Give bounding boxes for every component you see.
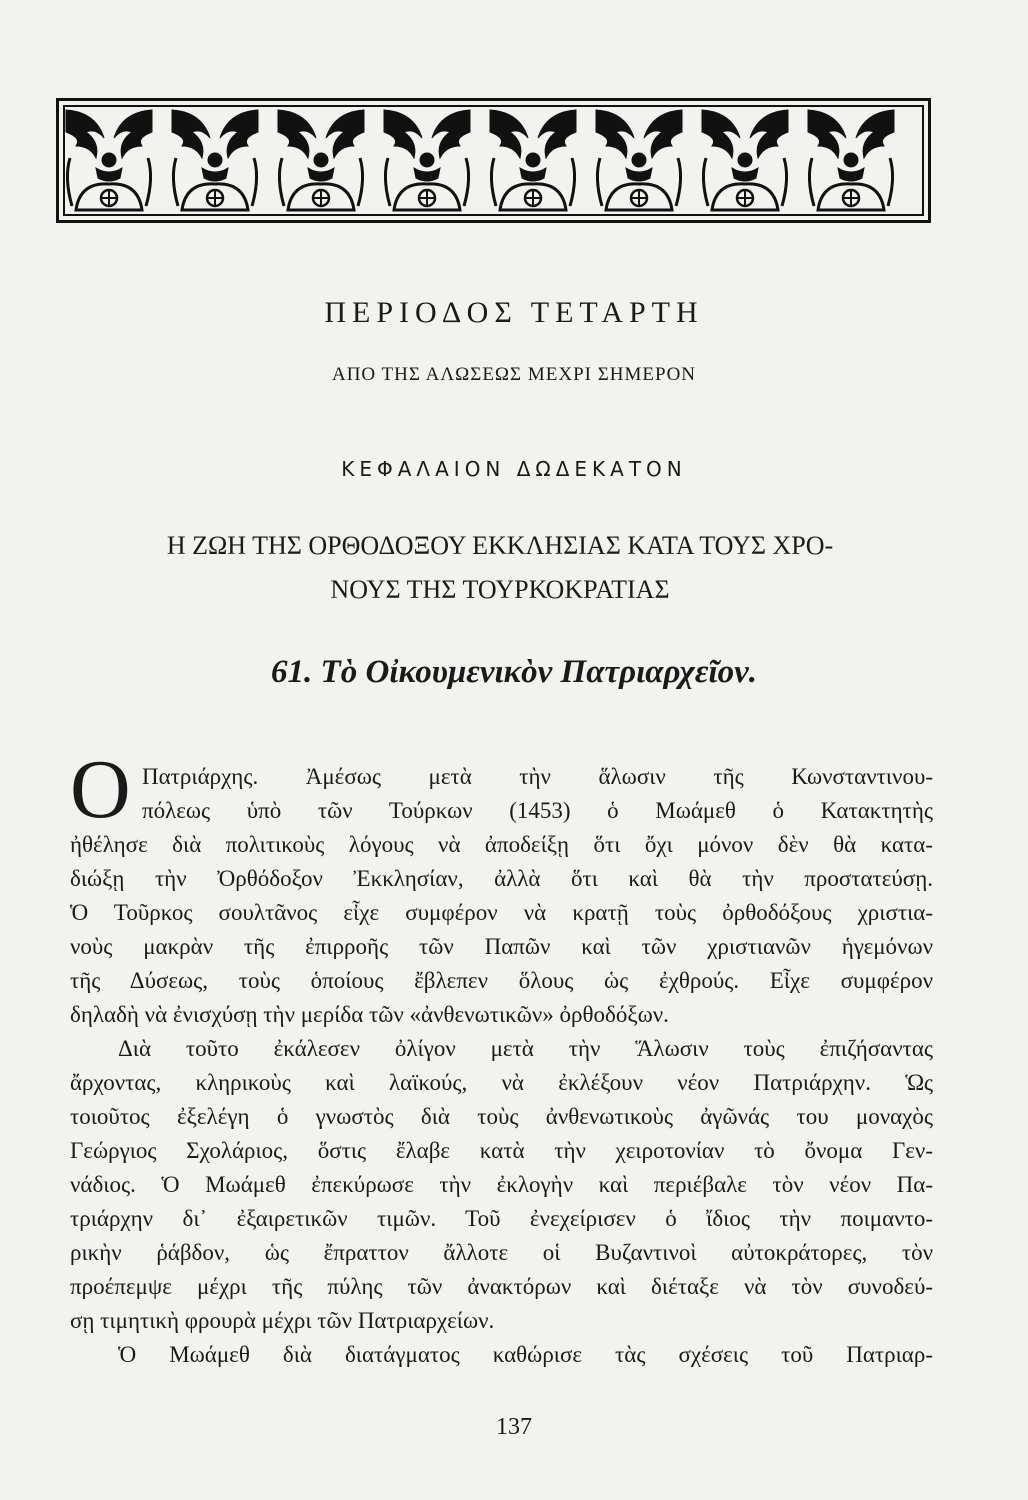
ornamental-header-band — [56, 98, 931, 223]
text-line: νάδιος. Ὁ Μωάμεθ ἐπεκύρωσε τὴν ἐκλογὴν καὶ περιέβαλε τὸν νέον Πα- — [70, 1172, 933, 1197]
chapter-title — [60, 524, 940, 612]
drop-cap: Ο — [70, 743, 131, 836]
text-line: νοὺς μακρὰν τῆς ἐπιρροῆς τῶν Παπῶν καὶ τῶν χριστιανῶν ἡγεμόνων — [70, 934, 933, 959]
text-line: ἄρχοντας, κληρικοὺς καὶ λαϊκούς, νὰ ἐκλέξουν νέον Πατριάρχην. Ὡς — [70, 1070, 933, 1095]
chapter-title-line-2: ΝΟΥΣ ΤΗΣ ΤΟΥΡΚΟΚΡΑΤΙΑΣ — [330, 575, 670, 604]
section-title: 61. Τὸ Οἰκουμενικὸν Πατριαρχεῖον. — [271, 654, 757, 690]
text-line: πόλεως ὑπὸ τῶν Τούρκων (1453) ὁ Μωάμεθ ὁ Κατακτητὴς — [142, 798, 933, 823]
text-line: τοιοῦτος ἐξελέγη ὁ γνωστὸς διὰ τοὺς ἀνθενωτικοὺς ἀγῶνάς του μοναχὸς — [70, 1104, 933, 1129]
period-title: ΠΕΡΙΟΔΟΣ ΤΕΤΑΡΤΗ — [324, 296, 704, 329]
page-number: 137 — [496, 1414, 532, 1440]
chapter-title-line-1: Η ΖΩΗ ΤΗΣ ΟΡΘΟΔΟΞΟΥ ΕΚΚΛΗΣΙΑΣ ΚΑΤΑ ΤΟΥΣ ΧΡΟ- — [166, 531, 834, 560]
text-line: Πατριάρχης. Ἀμέσως μετὰ τὴν ἅλωσιν τῆς Κωνσταντινου- — [142, 764, 933, 789]
text-line: τῆς Δύσεως, τοὺς ὁποίους ἔβλεπεν ὅλους ὡς ἐχθρούς. Εἶχε συμφέρον — [70, 968, 933, 993]
text-line: προέπεμψε μέχρι τῆς πύλης τῶν ἀνακτόρων καὶ διέταξε νὰ τὸν συνοδεύ- — [70, 1274, 933, 1299]
text-line: τριάρχην δι᾽ ἐξαιρετικῶν τιμῶν. Τοῦ ἐνεχείρισεν ὁ ἴδιος τὴν ποιμαντο- — [70, 1206, 933, 1231]
text-line: Γεώργιος Σχολάριος, ὅστις ἔλαβε κατὰ τὴν χειροτονίαν τὸ ὄνομα Γεν- — [70, 1138, 933, 1163]
text-line: Ὁ Μωάμεθ διὰ διατάγματος καθώρισε τὰς σχέσεις τοῦ Πατριαρ- — [118, 1342, 933, 1367]
text-line: σῃ τιμητικὴ φρουρὰ μέχρι τῶν Πατριαρχείων. — [70, 1308, 495, 1333]
text-line: Ὁ Τοῦρκος σουλτᾶνος εἶχε συμφέρον νὰ κρατῇ τοὺς ὀρθοδόξους χριστια- — [70, 900, 933, 925]
text-line: διώξῃ τὴν Ὀρθόδοξον Ἐκκλησίαν, ἀλλὰ ὅτι καὶ θὰ τὴν προστατεύσῃ. — [70, 866, 933, 891]
text-line: δηλαδὴ νὰ ἐνισχύσῃ τὴν μερίδα τῶν «ἀνθενωτικῶν» ὀρθοδόξων. — [70, 1002, 669, 1027]
text-line: ἠθέλησε διὰ πολιτικοὺς λόγους νὰ ἀποδείξῃ ὅτι ὄχι μόνον δὲν θὰ κατα- — [70, 832, 933, 857]
text-line: ρικὴν ῥάβδον, ὡς ἔπραττον ἄλλοτε οἱ Βυζαντινοὶ αὐτοκράτορες, τὸν — [70, 1240, 933, 1265]
chapter-label: ΚΕΦΑΛΑΙΟΝ ΔΩΔΕΚΑΤΟΝ — [341, 457, 687, 481]
period-subtitle: ΑΠΟ ΤΗΣ ΑΛΩΣΕΩΣ ΜΕΧΡΙ ΣΗΜΕΡΟΝ — [331, 364, 697, 385]
text-line: Διὰ τοῦτο ἐκάλεσεν ὀλίγον μετὰ τὴν Ἅλωσιν τοὺς ἐπιζήσαντας — [118, 1036, 933, 1061]
